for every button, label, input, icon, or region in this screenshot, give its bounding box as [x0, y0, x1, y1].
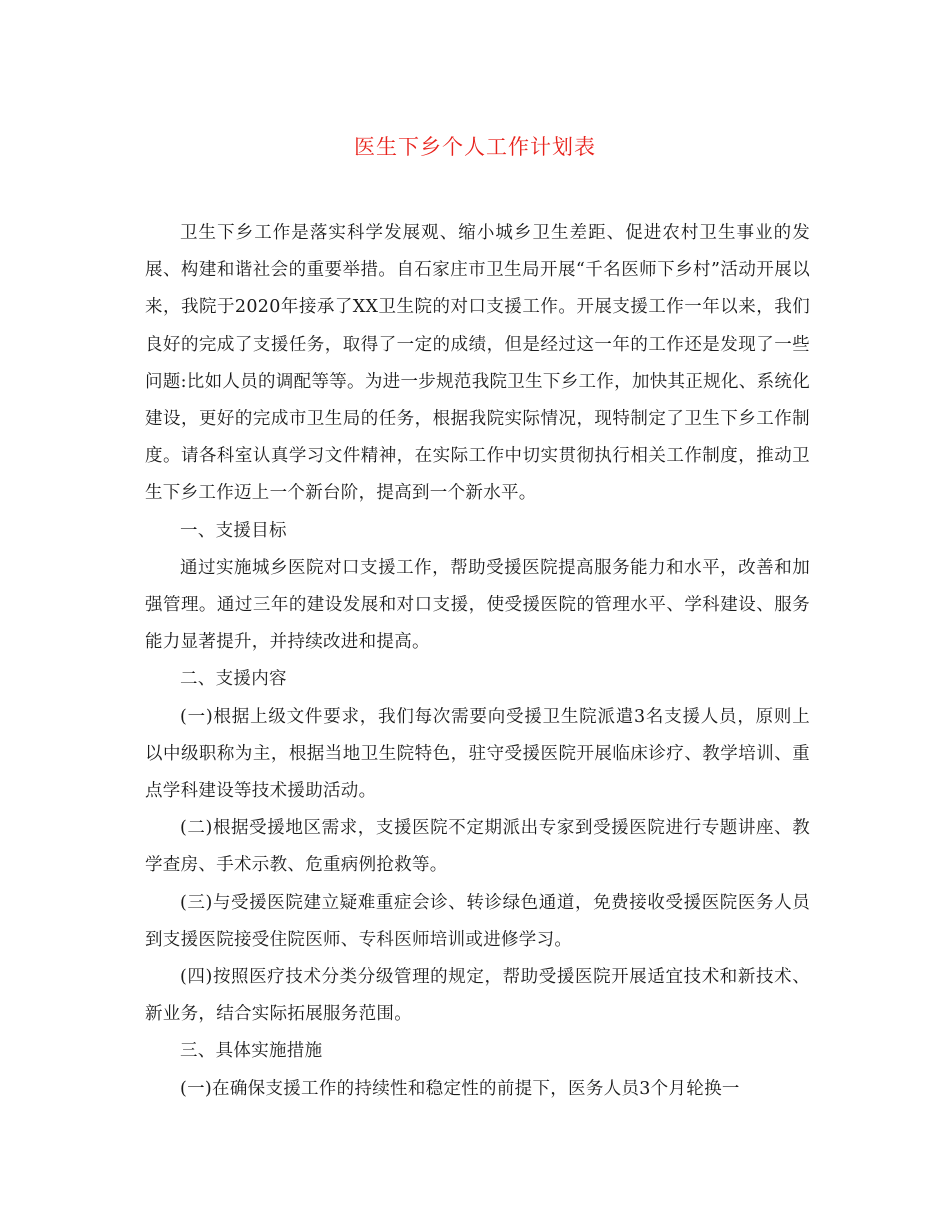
content-item-3: (三)与受援医院建立疑难重症会诊、转诊绿色通道，免费接收受援医院医务人员到支援医院接受住院医师、专科医师培训或进修学习。	[145, 892, 810, 950]
section-heading-measures: 三、具体实施措施	[180, 1041, 323, 1062]
goals-paragraph: 通过实施城乡医院对口支援工作，帮助受援医院提高服务能力和水平，改善和加强管理。通过三年的建设发展和对口支援，使受援医院的管理水平、学科建设、服务能力显著提升，并持续改进和提高。	[145, 557, 810, 653]
content-item-2: (二)根据受援地区需求，支援医院不定期派出专家到受援医院进行专题讲座、教学查房、手术示教、危重病例抢救等。	[145, 818, 810, 876]
section-heading-goals: 一、支援目标	[180, 520, 287, 541]
content-item-1: (一)根据上级文件要求，我们每次需要向受援卫生院派遣3名支援人员，原则上以中级职称为主，根据当地卫生院特色，驻守受援医院开展临床诊疗、教学培训、重点学科建设等技术援助活动。	[145, 706, 810, 802]
measures-item-1: (一)在确保支援工作的持续性和稳定性的前提下，医务人员3个月轮换一	[180, 1078, 740, 1099]
document-body	[145, 215, 810, 1108]
intro-paragraph: 卫生下乡工作是落实科学发展观、缩小城乡卫生差距、促进农村卫生事业的发展、构建和谐社会的重要举措。自石家庄市卫生局开展“千名医师下乡村”活动开展以来，我院于2020年接承了XX卫生院的对口支援工作。开展支援工作一年以来，我们良好的完成了支援任务，取得了一定的成绩，但是经过这一年的工作还是发现了一些问题:比如人员的调配等等。为进一步规范我院卫生下乡工作，加快其正规化、系统化建设，更好的完成市卫生局的任务，根据我院实际情况，现特制定了卫生下乡工作制度。请各科室认真学习文件精神，在实际工作中切实贯彻执行相关工作制度，推动卫生下乡工作迈上一个新台阶，提高到一个新水平。	[145, 223, 810, 504]
document-title: 医生下乡个人工作计划表	[354, 135, 596, 159]
section-heading-content: 二、支援内容	[180, 669, 287, 690]
content-item-4: (四)按照医疗技术分类分级管理的规定，帮助受援医院开展适宜技术和新技术、新业务，结合实际拓展服务范围。	[145, 967, 810, 1025]
